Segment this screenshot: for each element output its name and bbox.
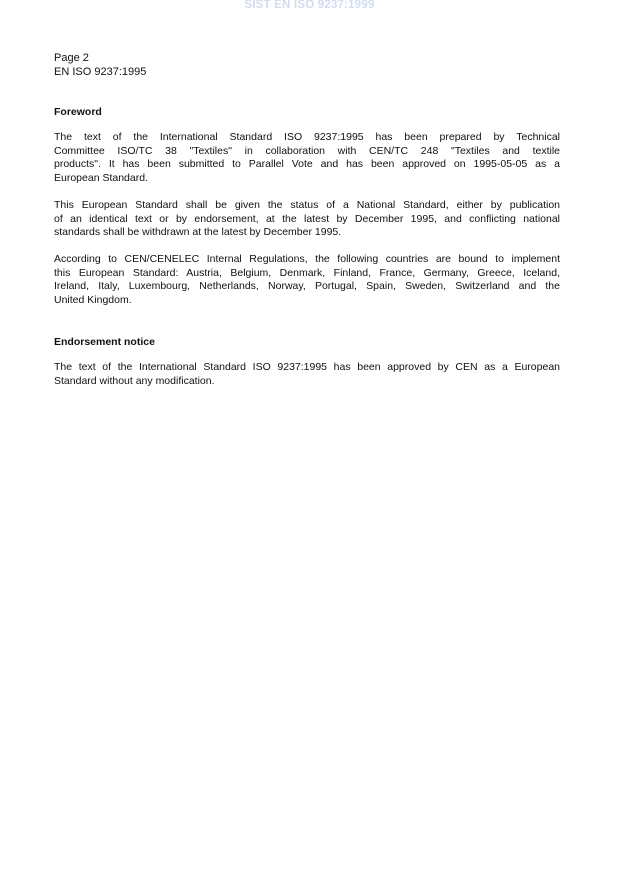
text-line: Committee ISO/TC 38 "Textiles" in collaboration with CEN/TC 248 "Textiles and textile (54, 144, 560, 157)
text-line: European Standard. (54, 171, 148, 184)
text-line: According to CEN/CENELEC Internal Regulations, the following countries are bound to implement (54, 253, 560, 265)
page-header (54, 51, 146, 79)
endorsement-paragraph (54, 361, 560, 388)
text-line: This European Standard shall be given the status of a National Standard, either by publication (54, 199, 560, 211)
foreword-paragraph-2 (54, 199, 560, 240)
text-line: United Kingdom. (54, 293, 132, 306)
document-id: EN ISO 9237:1995 (54, 66, 147, 78)
watermark-title: SIST EN ISO 9237:1999 (244, 0, 375, 11)
text-line: of an identical text or by endorsement, at the latest by December 1995, and conflicting national (54, 212, 560, 225)
text-line: standards shall be withdrawn at the latest by December 1995. (54, 226, 342, 239)
text-line: this European Standard: Austria, Belgium, Denmark, Finland, France, Germany, Greece, Iceland, (54, 266, 560, 279)
text-line: Standard without any modification. (54, 374, 215, 387)
text-line: Ireland, Italy, Luxembourg, Netherlands, Norway, Portugal, Spain, Sweden, Switzerland and the (54, 280, 560, 293)
endorsement-heading: Endorsement notice (54, 336, 155, 348)
text-line: The text of the International Standard ISO 9237:1995 has been approved by CEN as a European (54, 361, 560, 373)
text-line: products". It has been submitted to Parallel Vote and has been approved on 1995-05-05 as a (54, 158, 560, 171)
foreword-paragraph-1 (54, 131, 560, 185)
foreword-heading: Foreword (54, 106, 102, 118)
text-line: The text of the International Standard ISO 9237:1995 has been prepared by Technical (54, 131, 560, 143)
page-number: Page 2 (54, 52, 89, 64)
foreword-paragraph-3 (54, 253, 560, 307)
